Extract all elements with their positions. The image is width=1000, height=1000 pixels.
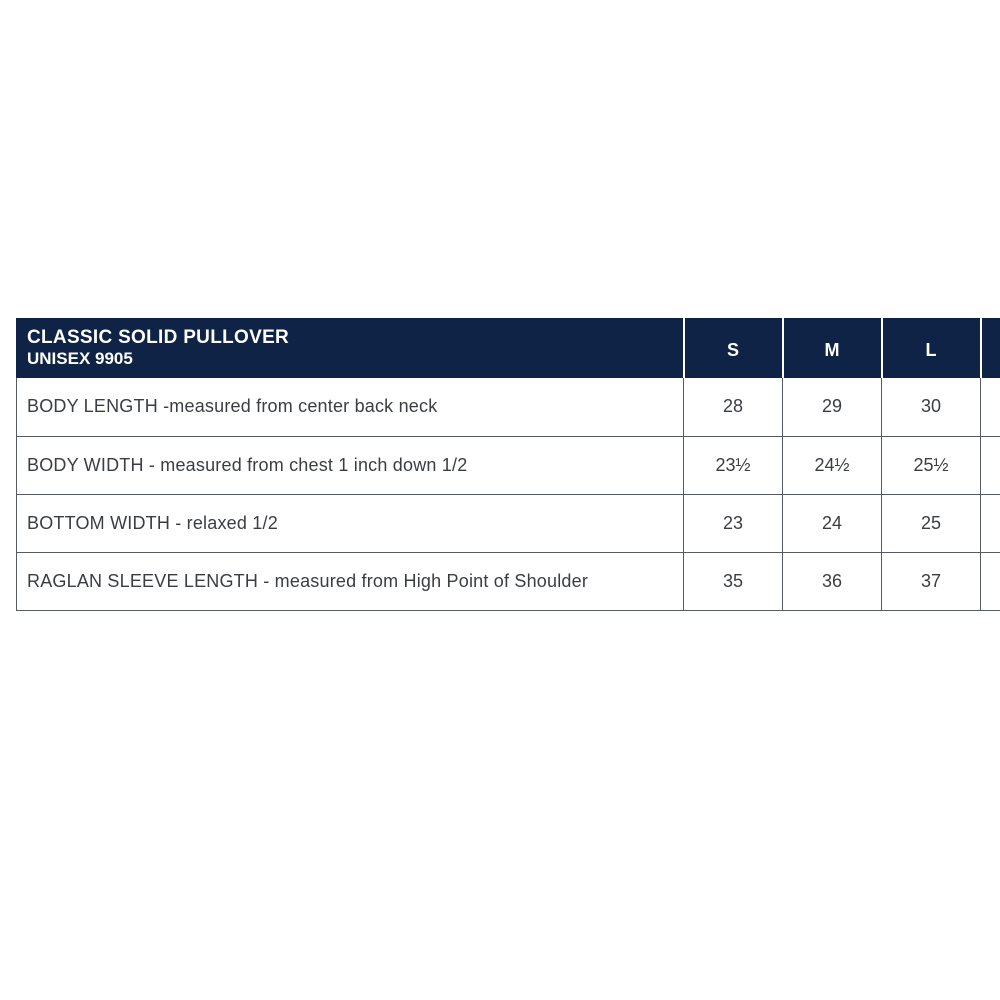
measurement-value: 25½ (882, 436, 981, 494)
measurement-value: 36 (783, 552, 882, 610)
table-row (17, 436, 1000, 494)
measurement-value: 23½ (684, 436, 783, 494)
size-header-m: M (783, 318, 882, 378)
cutoff-cell (981, 494, 1000, 552)
measurement-value: 29 (783, 378, 882, 436)
table-row (17, 552, 1000, 610)
measurement-label: RAGLAN SLEEVE LENGTH - measured from High Point of Shoulder (17, 552, 684, 610)
size-header-l: L (882, 318, 981, 378)
measurement-value: 24 (783, 494, 882, 552)
measurement-value: 25 (882, 494, 981, 552)
product-title: CLASSIC SOLID PULLOVER (27, 327, 290, 348)
table-row (17, 378, 1000, 436)
size-header-cutoff (981, 318, 1000, 378)
cutoff-cell (981, 378, 1000, 436)
table-row (17, 494, 1000, 552)
product-subtitle: UNISEX 9905 (27, 349, 133, 368)
measurement-label: BODY LENGTH -measured from center back neck (17, 378, 684, 436)
measurement-value: 28 (684, 378, 783, 436)
measurement-value: 24½ (783, 436, 882, 494)
size-chart-table (16, 318, 1000, 611)
size-header-s: S (684, 318, 783, 378)
measurement-value: 30 (882, 378, 981, 436)
product-heading (17, 318, 684, 378)
measurement-value: 37 (882, 552, 981, 610)
size-chart-header (17, 318, 1000, 378)
cutoff-cell (981, 552, 1000, 610)
cutoff-cell (981, 436, 1000, 494)
measurement-value: 23 (684, 494, 783, 552)
measurement-label: BODY WIDTH - measured from chest 1 inch down 1/2 (17, 436, 684, 494)
measurement-value: 35 (684, 552, 783, 610)
measurement-label: BOTTOM WIDTH - relaxed 1/2 (17, 494, 684, 552)
